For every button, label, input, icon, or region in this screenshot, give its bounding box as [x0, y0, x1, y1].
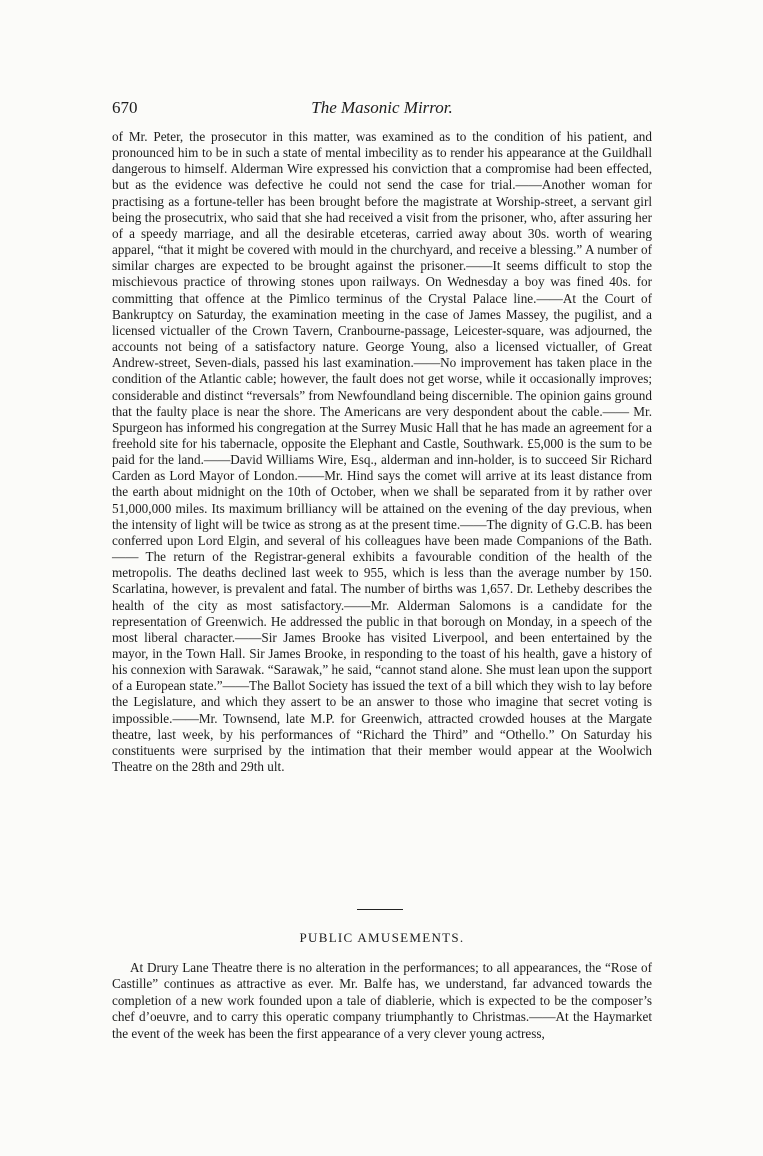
article-body	[112, 129, 652, 775]
page-header	[112, 98, 652, 120]
page-number: 670	[112, 98, 138, 117]
section-divider	[357, 909, 403, 910]
section-body	[112, 960, 652, 1042]
section-title: PUBLIC AMUSEMENTS.	[299, 930, 465, 945]
running-title: The Masonic Mirror.	[311, 98, 453, 117]
section-paragraph: At Drury Lane Theatre there is no alteration in the performances; to all appearances, the “Rose of Castille” continues as attractive as ever. Mr. Balfe has, we understand, far advanced towards the completion of a new work founded upon a tale of diablerie, which is expected to be the composer’s chef d’oeuvre, and to carry this operatic company triumphantly to Christmas.——At the Haymarket the event of the week has been the first appearance of a very clever young actress,	[112, 960, 652, 1041]
article-paragraph: of Mr. Peter, the prosecutor in this matter, was examined as to the condition of his patient, and pronounced him to be in such a state of mental imbecility as to render his appearance at the Guildhall dangerous to himself. Alderman Wire expressed his conviction that a compromise had been effected, but as the evidence was defective he could not send the case for trial.——Another woman for practising as a fortune-teller has been brought before the magistrate at Worship-street, a servant girl being the prosecutrix, who said that she had received a visit from the prisoner, who, after assuring her of a speedy marriage, and all the desirable etceteras, carried away about 30s. worth of wearing apparel, “that it might be covered with mould in the churchyard, and receive a blessing.” A number of similar charges are expected to be brought against the prisoner.——It seems difficult to stop the mischievous practice of throwing stones upon railways. On Wednesday a boy was fined 40s. for committing that offence at the Pimlico terminus of the Crystal Palace line.——At the Court of Bankruptcy on Saturday, the examination meeting in the case of James Massey, the pugilist, and a licensed victualler of the Crown Tavern, Cranbourne-passage, Leicester-square, was adjourned, the accounts not being of a satisfactory nature. George Young, also a licensed victualler, of Great Andrew-street, Seven-dials, passed his last examination.——No improvement has taken place in the condition of the Atlantic cable; however, the fault does not get worse, while it occasionally improves; considerable and distinct “reversals” from Newfoundland being discernible. The opinion gains ground that the faulty place is near the shore. The Americans are very despondent about the cable.—— Mr. Spurgeon has informed his congregation at the Surrey Music Hall that he has made an agreement for a freehold site for his tabernacle, opposite the Elephant and Castle, Southwark. £5,000 is the sum to be paid for the land.——David Williams Wire, Esq., alderman and inn-holder, is to succeed Sir Richard Carden as Lord Mayor of London.——Mr. Hind says the comet will arrive at its least distance from the earth about midnight on the 10th of October, when we shall be separated from it by rather over 51,000,000 miles. Its maximum brilliancy will be attained on the evening of the day previous, when the intensity of light will be twice as strong as at the present time.——The dignity of G.C.B. has been conferred upon Lord Elgin, and several of his colleagues have been made Companions of the Bath.—— The return of the Registrar-general exhibits a favourable condition of the health of the metropolis. The deaths declined last week to 955, which is less than the average number by 150. Scarlatina, however, is prevalent and fatal. The number of births was 1,657. Dr. Letheby describes the health of the city as most satisfactory.——Mr. Alderman Salomons is a candidate for the representation of Greenwich. He addressed the public in that borough on Monday, in a speech of the most liberal character.——Sir James Brooke has visited Liverpool, and been entertained by the mayor, in the Town Hall. Sir James Brooke, in responding to the toast of his health, gave a history of his connexion with Sarawak. “Sarawak,” he said, “cannot stand alone. She must lean upon the support of a European state.”——The Ballot Society has issued the text of a bill which they wish to lay before the Legislature, and which they assert to be an answer to those who imagine that secret voting is impossible.——Mr. Townsend, late M.P. for Greenwich, attracted crowded houses at the Margate theatre, last week, by his performances of “Richard the Third” and “Othello.” On Saturday his constituents were surprised by the intimation that their member would appear at the Woolwich Theatre on the 28th and 29th ult.	[112, 129, 652, 775]
